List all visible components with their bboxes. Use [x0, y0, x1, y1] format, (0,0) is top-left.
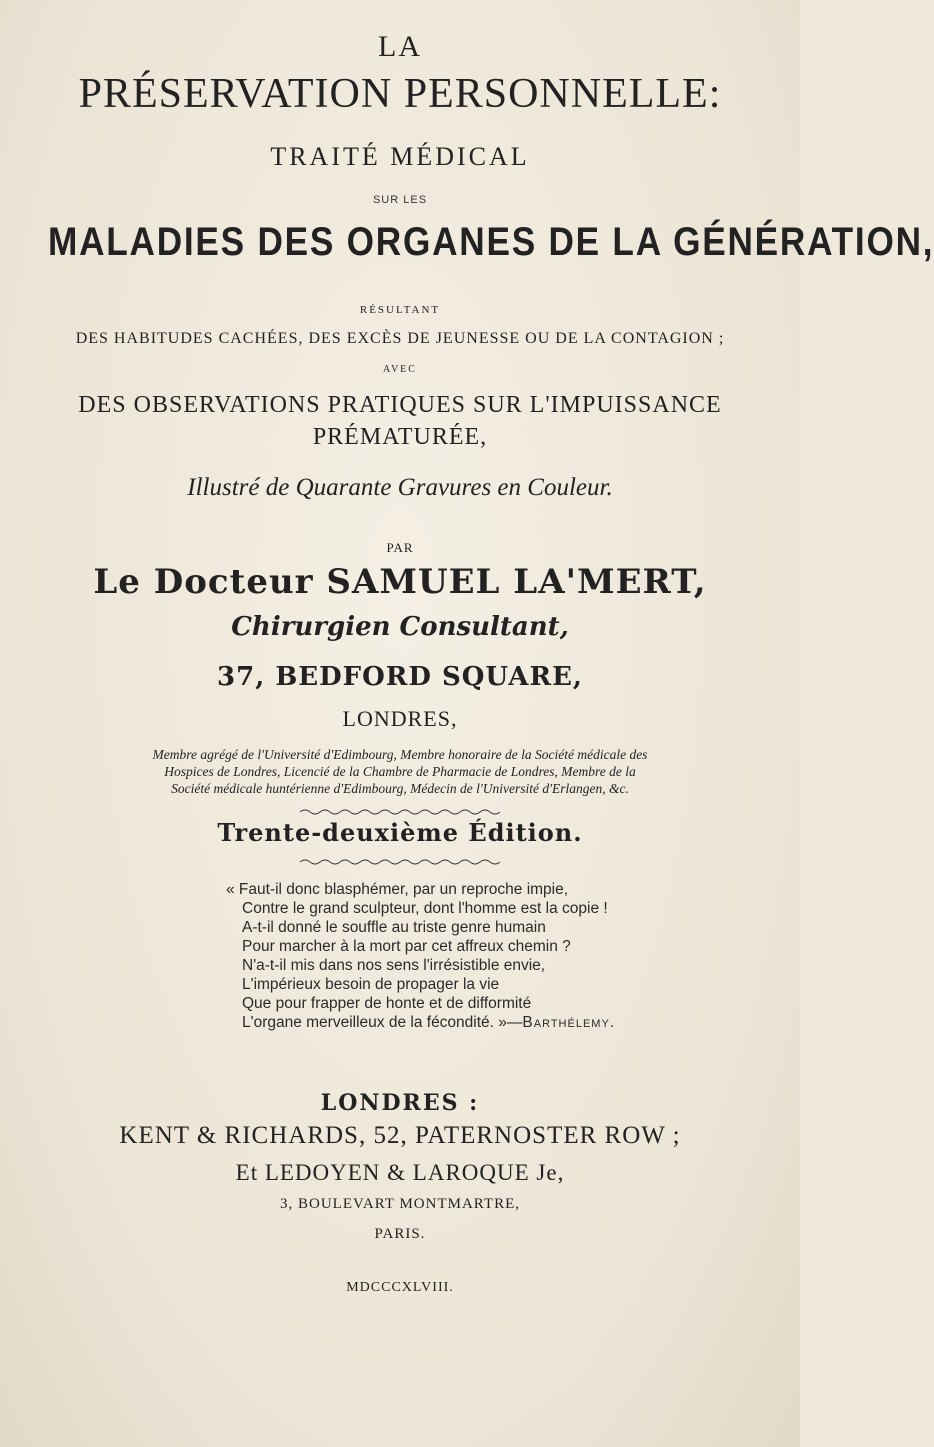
- author-city: LONDRES,: [342, 706, 458, 731]
- par: PAR: [386, 540, 414, 555]
- epigraph-attribution: Barthélemy.: [522, 1014, 616, 1031]
- subtitle: TRAITÉ MÉDICAL: [270, 142, 530, 171]
- main-title: PRÉSERVATION PERSONNELLE:: [78, 71, 722, 117]
- epigraph-line: Pour marcher à la mort par cet affreux chemin ?: [242, 938, 571, 955]
- edition: Trente-deuxième Édition.: [217, 818, 583, 847]
- credentials-line: Société médicale huntérienne d'Edimbourg, Médecin de l'Université d'Erlangen, &c.: [171, 781, 629, 796]
- avec: AVEC: [383, 364, 417, 375]
- wavy-rule-top: [300, 808, 500, 816]
- epigraph-line: Contre le grand sculpteur, dont l'homme est la copie !: [242, 900, 608, 917]
- topic-title: MALADIES DES ORGANES DE LA GÉNÉRATION,: [48, 220, 934, 264]
- imprint-address: 3, BOULEVART MONTMARTRE,: [280, 1196, 520, 1212]
- epigraph-line: « Faut-il donc blasphémer, par un reproche impie,: [226, 881, 569, 898]
- epigraph-line: L'organe merveilleux de la fécondité. »—: [242, 1014, 523, 1031]
- observations-line-1: DES OBSERVATIONS PRATIQUES SUR L'IMPUISSANCE: [78, 392, 722, 418]
- imprint-city: LONDRES :: [320, 1090, 480, 1116]
- epigraph-line: N'a-t-il mis dans nos sens l'irrésistible envie,: [242, 957, 546, 974]
- author-credentials: [100, 746, 700, 797]
- credentials-line: Membre agrégé de l'Université d'Edimbourg, Membre honoraire de la Société médicale des: [152, 747, 648, 762]
- author-role: Chirurgien Consultant,: [231, 612, 569, 642]
- credentials-line: Hospices de Londres, Licencié de la Chambre de Pharmacie de Londres, Membre de la: [164, 764, 636, 779]
- observations-line-2: PRÉMATURÉE,: [312, 424, 488, 450]
- epigraph-line: Que pour frapper de honte et de difformité: [242, 995, 532, 1012]
- epigraph-line: L'impérieux besoin de propager la vie: [242, 976, 500, 993]
- imprint-date: MDCCCXLVIII.: [346, 1280, 454, 1295]
- epigraph: [226, 880, 722, 1032]
- heading-article: LA: [378, 30, 422, 63]
- imprint-paris: PARIS.: [374, 1226, 426, 1242]
- imprint-publisher-paris: Et LEDOYEN & LAROQUE Je,: [235, 1160, 565, 1185]
- epigraph-last-line: [242, 1013, 722, 1032]
- wavy-rule-bottom: [300, 858, 500, 866]
- author-address: 37, BEDFORD SQUARE,: [217, 662, 583, 692]
- sur-les: SUR LES: [372, 194, 428, 206]
- author-name: Le Docteur SAMUEL LA'MERT,: [93, 562, 707, 602]
- resultant: RÉSULTANT: [359, 304, 441, 316]
- epigraph-line: A-t-il donné le souffle au triste genre humain: [242, 919, 546, 936]
- habitudes-line: DES HABITUDES CACHÉES, DES EXCÈS DE JEUNESSE OU DE LA CONTAGION ;: [75, 330, 725, 347]
- illustration-note: Illustré de Quarante Gravures en Couleur.: [187, 474, 613, 501]
- imprint-publisher-london: KENT & RICHARDS, 52, PATERNOSTER ROW ;: [119, 1122, 681, 1149]
